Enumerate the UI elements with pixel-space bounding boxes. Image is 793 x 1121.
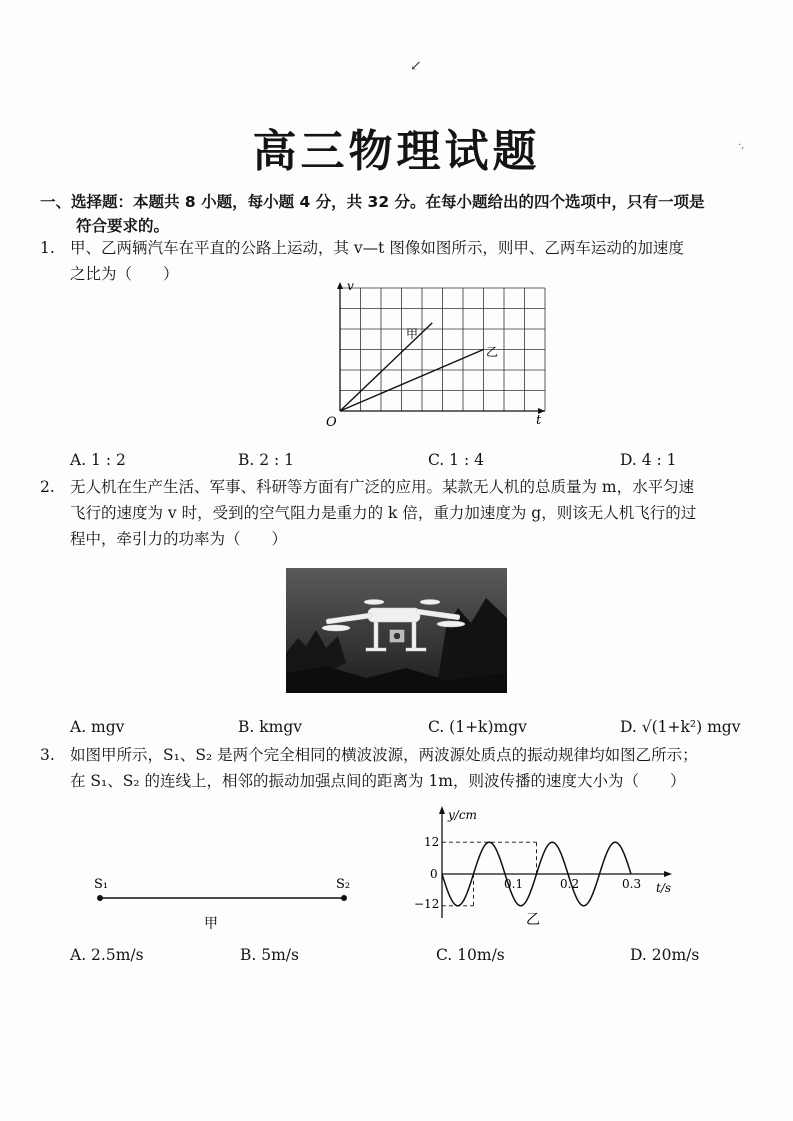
q2-option-c[interactable]: C. (1+k)mgv [428, 718, 527, 736]
question-2-line-3: 程中，牵引力的功率为（ ） [70, 530, 288, 548]
q3-option-a[interactable]: A. 2.5m/s [70, 946, 144, 964]
question-2-line-2: 飞行的速度为 v 时，受到的空气阻力是重力的 k 倍，重力加速度为 g，则该无人机飞行的过 [70, 504, 697, 522]
wave-y-label: y/cm [448, 808, 477, 822]
q3-option-b[interactable]: B. 5m/s [240, 946, 299, 964]
source-s1-point [97, 895, 103, 901]
wave-x-tick-1: 0.1 [504, 877, 524, 891]
corner-mark: ↙ [410, 58, 422, 74]
q2-option-a[interactable]: A. mgv [70, 718, 125, 736]
wave-x-tick-2: 0.2 [560, 877, 580, 891]
q2-option-d[interactable]: D. √(1+k²) mgv [620, 718, 741, 736]
source-s2-point [341, 895, 347, 901]
wave-y-top: 12 [424, 835, 440, 849]
section-heading [40, 190, 760, 238]
vt-series-b [340, 350, 484, 412]
question-number: 2. [40, 478, 55, 496]
vt-label-a: 甲 [406, 327, 419, 341]
question-2 [40, 474, 760, 552]
q1-option-b[interactable]: B. 2 : 1 [238, 451, 295, 469]
stray-mark: ·, [738, 140, 745, 151]
question-number: 1. [40, 239, 55, 257]
wave-x-label: t/s [656, 881, 672, 895]
vt-label-b: 乙 [486, 345, 499, 359]
vt-grid [340, 288, 545, 411]
question-2-line-1: 无人机在生产生活、军事、科研等方面有广泛的应用。某款无人机的总质量为 m，水平匀速 [70, 478, 695, 496]
wave-y-zero: 0 [430, 867, 438, 881]
vt-series-a [340, 323, 432, 411]
question-number: 3. [40, 746, 55, 764]
vt-y-label: v [347, 279, 354, 293]
q1-option-a[interactable]: A. 1 : 2 [70, 451, 126, 469]
wave-x-tick-3: 0.3 [622, 877, 642, 891]
q3-option-d[interactable]: D. 20m/s [630, 946, 700, 964]
figure-a-caption: 甲 [204, 916, 218, 932]
question-1-line-1: 甲、乙两辆汽车在平直的公路上运动，其 v—t 图像如图所示，则甲、乙两车运动的加速度 [70, 239, 684, 257]
wave-y-bottom: −12 [414, 897, 440, 911]
q1-option-d[interactable]: D. 4 : 1 [620, 451, 677, 469]
source-s2-label: S₂ [336, 877, 351, 892]
vt-origin: O [326, 415, 337, 430]
drone-photo [286, 568, 507, 693]
figure-b-vibration-graph [408, 800, 693, 930]
page-title: 高三物理试题 [252, 126, 541, 177]
question-1-line-2: 之比为（ ） [70, 265, 179, 283]
q3-option-c[interactable]: C. 10m/s [436, 946, 505, 964]
question-3 [40, 742, 770, 794]
section-line-1: 一、选择题：本题共 8 小题，每小题 4 分，共 32 分。在每小题给出的四个选项中，只有一项是 [40, 193, 705, 211]
vt-graph [320, 278, 560, 433]
q1-option-c[interactable]: C. 1 : 4 [428, 451, 484, 469]
section-line-2: 符合要求的。 [76, 217, 170, 235]
question-3-line-2: 在 S₁、S₂ 的连线上，相邻的振动加强点间的距离为 1m，则波传播的速度大小为（ ） [70, 772, 686, 790]
source-s1-label: S₁ [94, 877, 109, 892]
figure-a-sources [86, 868, 366, 938]
q2-option-b[interactable]: B. kmgv [238, 718, 303, 736]
vt-x-label: t [536, 413, 542, 428]
figure-b-caption: 乙 [526, 912, 540, 928]
question-3-line-1: 如图甲所示，S₁、S₂ 是两个完全相同的横波波源，两波源处质点的振动规律均如图乙所示； [70, 746, 698, 764]
